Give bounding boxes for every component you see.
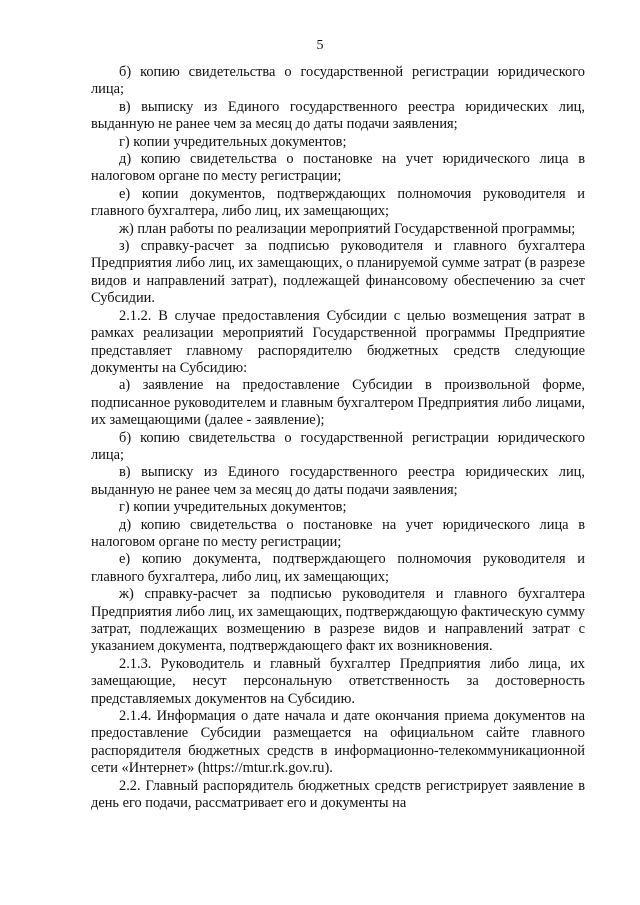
paragraph: д) копию свидетельства о постановке на учет юридического лица в налоговом органе по месту регистрации; <box>91 516 585 550</box>
paragraph: а) заявление на предоставление Субсидии в произвольной форме, подписанное руководителем и главным бухгалтером Предприятия либо лицами, их замещающими (далее - заявление); <box>91 377 585 429</box>
paragraph: з) справку-расчет за подписью руководителя и главного бухгалтера Предприятия либо лиц, их замещающих, о планируемой сумме затрат (в разрезе видов и направлений затрат), подлежащей финансовому обеспечению за счет Субсидии. <box>91 238 585 307</box>
paragraph: б) копию свидетельства о государственной регистрации юридического лица; <box>91 64 585 98</box>
paragraph: в) выписку из Единого государственного реестра юридических лиц, выданную не ранее чем за месяц до даты подачи заявления; <box>91 98 585 133</box>
paragraph: д) копию свидетельства о постановке на учет юридического лица в налоговом органе по месту регистрации; <box>91 151 585 185</box>
page-number: 5 <box>316 38 324 53</box>
paragraph: в) выписку из Единого государственного реестра юридических лиц, выданную не ранее чем за месяц до даты подачи заявления; <box>91 464 585 498</box>
paragraph: ж) справку-расчет за подписью руководителя и главного бухгалтера Предприятия либо лиц, их замещающих, подтверждающую фактическую сумму затрат, подлежащих возмещению в разрезе видов и направлений затрат с указанием документа, подтверждающего факт их возникновения. <box>91 586 585 655</box>
paragraph: е) копии документов, подтверждающих полномочия руководителя и главного бухгалтера, либо лиц, их замещающих; <box>91 185 585 220</box>
paragraph: г) копии учредительных документов; <box>119 499 347 516</box>
paragraph: б) копию свидетельства о государственной регистрации юридического лица; <box>91 429 585 463</box>
paragraph: е) копию документа, подтверждающего полномочия руководителя и главного бухгалтера, либо лиц, их замещающих; <box>91 551 585 585</box>
paragraph: г) копии учредительных документов; <box>119 133 347 150</box>
document-body <box>91 64 585 812</box>
paragraph: 2.1.4. Информация о дате начала и дате окончания приема документов на предоставление Субсидии размещается на официальном сайте главного распорядителя бюджетных средств в информационно-телекоммуникационной сети «Интернет» (https://mtur.rk.gov.ru). <box>91 708 585 777</box>
paragraph: 2.1.3. Руководитель и главный бухгалтер Предприятия либо лица, их замещающие, несут персональную ответственность за достоверность представляемых документов на Субсидию. <box>91 655 585 707</box>
paragraph: 2.1.2. В случае предоставления Субсидии с целью возмещения затрат в рамках реализации мероприятий Государственной программы Предприятие представляет главному распорядителю бюджетных средств следующие документы на Субсидию: <box>91 307 585 376</box>
paragraph: ж) план работы по реализации мероприятий Государственной программы; <box>119 220 576 237</box>
paragraph: 2.2. Главный распорядитель бюджетных средств регистрирует заявление в день его подачи, рассматривает его и документы на <box>91 777 585 812</box>
